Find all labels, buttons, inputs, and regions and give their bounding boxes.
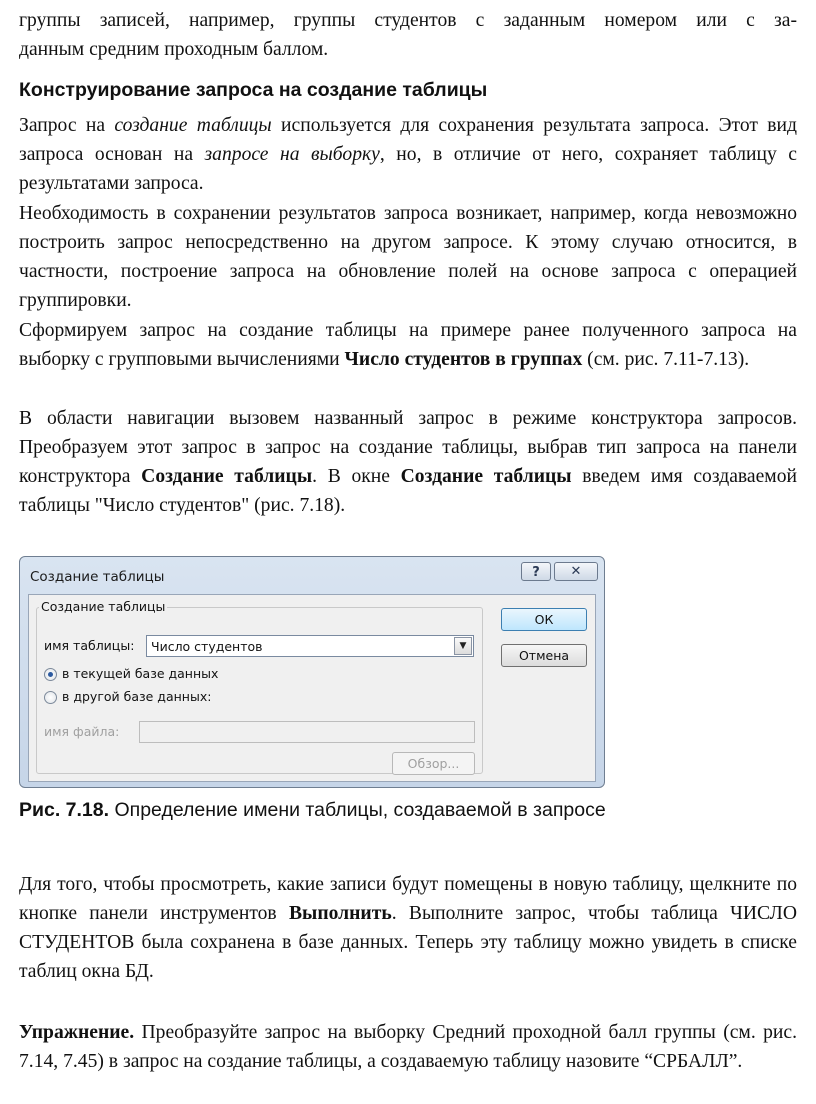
groupbox-label: Создание таблицы bbox=[41, 599, 166, 614]
dialog-client-area bbox=[28, 594, 596, 782]
p4-text-c: . В окне bbox=[312, 466, 401, 487]
intro-line-2: данным средним проходным баллом. bbox=[19, 39, 329, 60]
cancel-button[interactable]: Отмена bbox=[501, 644, 587, 667]
intro-line-1: группы записей, например, группы студентов с заданным номером или с за- bbox=[19, 10, 797, 31]
exercise-text: Преобразуйте запрос на выборку Средний проходной балл группы (см. рис. 7.14, 7.45) в запрос на создание таблицы, а создаваемую таблицу назовите “СРБАЛЛ”. bbox=[19, 1022, 797, 1072]
ok-button[interactable]: ОК bbox=[501, 608, 587, 631]
p5-run-button-name: Выполнить bbox=[288, 903, 392, 924]
help-button[interactable]: ? bbox=[521, 562, 551, 581]
radio-other-database-label[interactable]: в другой базе данных: bbox=[62, 689, 212, 704]
p4-text-a: В области навигации вызовем названный запрос в режиме конструктора запросов. Преобразуем этот запрос в запрос на создание таблицы, выбрав тип запроса на панели конструктора bbox=[19, 408, 797, 487]
p3-text-c: (см. рис. 7.11-7.13). bbox=[582, 349, 750, 370]
p1-term-make-table: создание таблицы bbox=[114, 115, 272, 136]
table-name-label: имя таблицы: bbox=[44, 638, 135, 653]
radio-current-database-label[interactable]: в текущей базе данных bbox=[62, 666, 219, 681]
paragraph-query-definition bbox=[19, 111, 797, 198]
browse-button[interactable]: Обзор... bbox=[392, 752, 475, 775]
p1-term-select-query: запросе на выборку bbox=[204, 144, 380, 165]
paragraph-execute bbox=[19, 870, 797, 986]
close-button[interactable]: ✕ bbox=[554, 562, 598, 581]
section-heading: Конструирование запроса на создание таблицы bbox=[19, 79, 488, 101]
paragraph-necessity: Необходимость в сохранении результатов запроса возникает, например, когда невозможно построить запрос непосредственно на другом запросе. К этому случаю относится, в частности, построение запроса на обновление полей на основе запроса с операцией группировки. bbox=[19, 203, 797, 311]
table-name-value: Число студентов bbox=[151, 639, 263, 654]
dialog-titlebar bbox=[20, 557, 604, 597]
exercise-label: Упражнение. bbox=[19, 1022, 135, 1043]
p5-text-a: Для того, чтобы просмотреть, какие записи будут помещены в новую таблицу, щелкните по кнопке панели инструментов bbox=[19, 874, 797, 924]
figure-caption-text: Определение имени таблицы, создаваемой в запросе bbox=[109, 799, 606, 821]
p1-text-c: используется для сохранения результата запроса. Этот вид запроса основан на bbox=[19, 115, 797, 165]
dialog-title: Создание таблицы bbox=[30, 569, 165, 585]
paragraph-exercise bbox=[19, 1018, 797, 1076]
table-name-combobox[interactable] bbox=[146, 635, 474, 657]
p4-window-name: Создание таблицы bbox=[400, 466, 572, 487]
radio-current-database[interactable] bbox=[44, 668, 57, 681]
p1-text-a: Запрос на bbox=[19, 115, 115, 136]
file-name-label: имя файла: bbox=[44, 724, 120, 739]
make-table-dialog bbox=[19, 556, 605, 788]
figure-caption bbox=[19, 799, 606, 822]
p3-text-a: Сформируем запрос на создание таблицы на примере ранее полученного запроса на выборку с групповыми вычислениями bbox=[19, 320, 797, 370]
p1-text-e: , но, в отличие от него, сохраняет таблицу с результатами запроса. bbox=[19, 144, 797, 194]
intro-paragraph bbox=[19, 6, 797, 64]
dropdown-arrow-icon[interactable]: ▼ bbox=[454, 637, 472, 655]
p4-text-e: введем имя создаваемой таблицы "Число студентов" (рис. 7.18). bbox=[19, 466, 797, 516]
radio-other-database[interactable] bbox=[44, 691, 57, 704]
figure-number: Рис. 7.18. bbox=[19, 799, 110, 821]
p5-text-c: . Выполните запрос, чтобы таблица ЧИСЛО СТУДЕНТОВ была сохранена в базе данных. Теперь эту таблицу можно увидеть в списке таблиц окна БД. bbox=[19, 903, 797, 982]
paragraph-navigation bbox=[19, 404, 797, 520]
p4-query-type: Создание таблицы bbox=[141, 466, 313, 487]
make-table-groupbox bbox=[36, 599, 483, 774]
file-name-input[interactable] bbox=[139, 721, 475, 743]
p3-query-name: Число студентов в группах bbox=[344, 349, 583, 370]
paragraph-example bbox=[19, 316, 797, 374]
